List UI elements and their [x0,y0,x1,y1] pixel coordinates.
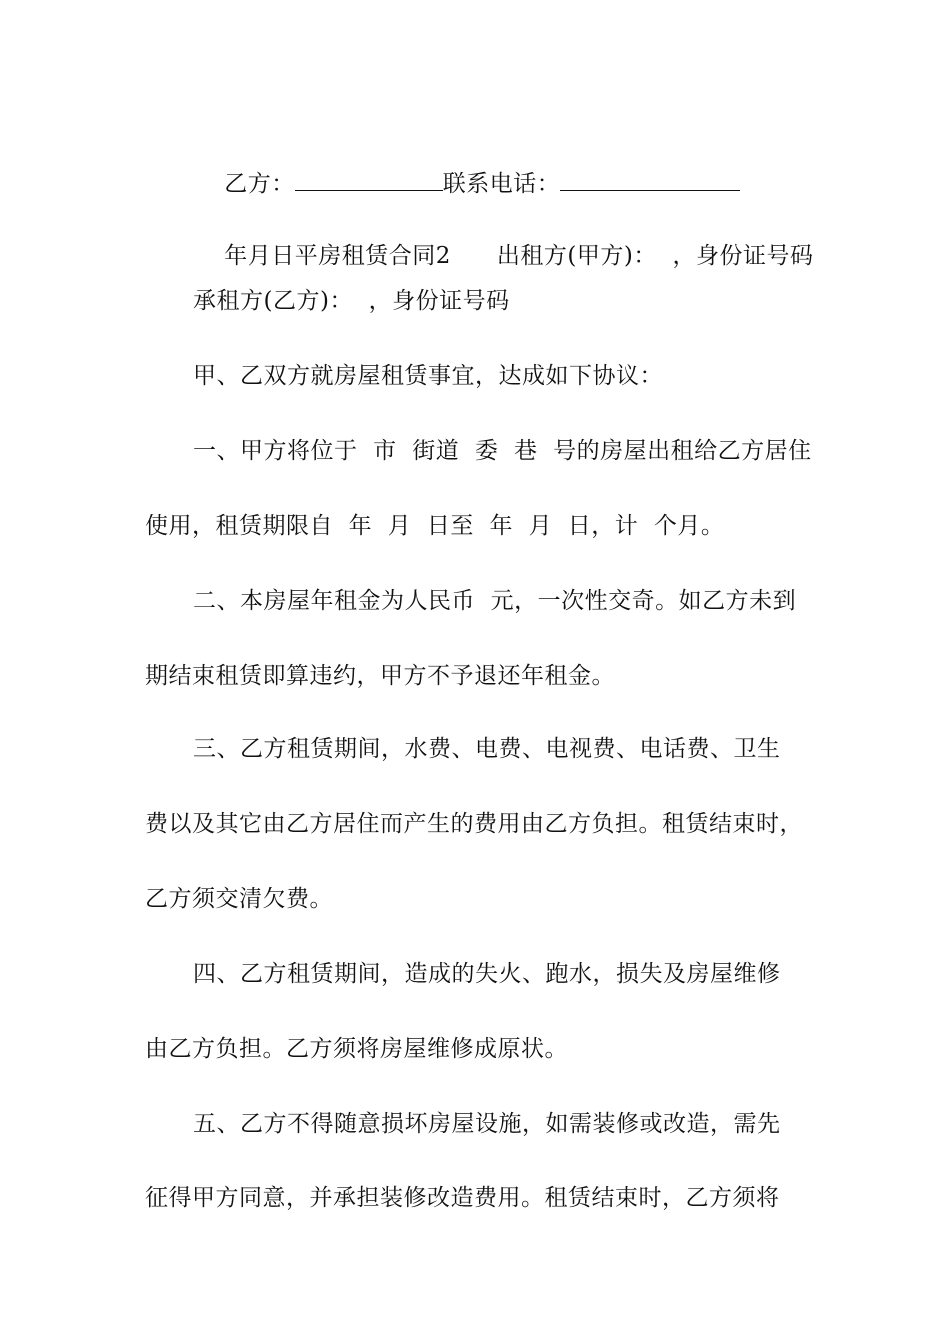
phone-label: 联系电话： [442,171,561,197]
clause-5-line-2: 征得甲方同意，并承担装修改造费用。租赁结束时，乙方须将 [145,1185,780,1211]
party-b-contact-line [193,138,815,197]
clause-3-line-1: 三、乙方租赁期间，水费、电费、电视费、电话费、卫生 [193,736,781,762]
contract-heading: 年月日平房租赁合同2 [224,243,451,269]
clause-4-line-1: 四、乙方租赁期间，造成的失火、跑水，损失及房屋维修 [193,961,781,987]
clause-1-line-2: 使用，租赁期限自 年 月 日至 年 月 日，计 个月。 [145,513,725,539]
lessor-id-text: 出租方(甲方)： ，身份证号码 [496,243,814,269]
lessor-line [193,211,815,269]
party-b-blank [295,168,443,191]
clause-5-line-1: 五、乙方不得随意损坏房屋设施，如需装修或改造，需先 [193,1111,781,1137]
clause-3-line-2: 费以及其它由乙方居住而产生的费用由乙方负担。租赁结束时， [145,811,803,837]
clause-3-line-3: 乙方须交清欠费。 [145,886,333,912]
clause-4-line-2: 由乙方负担。乙方须将房屋维修成原状。 [145,1036,568,1062]
clause-1-line-1: 一、甲方将位于 市 街道 委 巷 号的房屋出租给乙方居住 [193,438,812,464]
clause-2-line-2: 期结束租赁即算违约，甲方不予退还年租金。 [145,663,615,689]
clause-2-line-1: 二、本房屋年租金为人民币 元，一次性交奇。如乙方未到 [193,588,797,614]
party-b-label: 乙方： [224,171,295,197]
lessee-line: 承租方(乙方)： ，身份证号码 [193,288,510,314]
agreement-intro: 甲、乙双方就房屋租赁事宜，达成如下协议： [193,363,663,389]
phone-blank [560,168,740,191]
